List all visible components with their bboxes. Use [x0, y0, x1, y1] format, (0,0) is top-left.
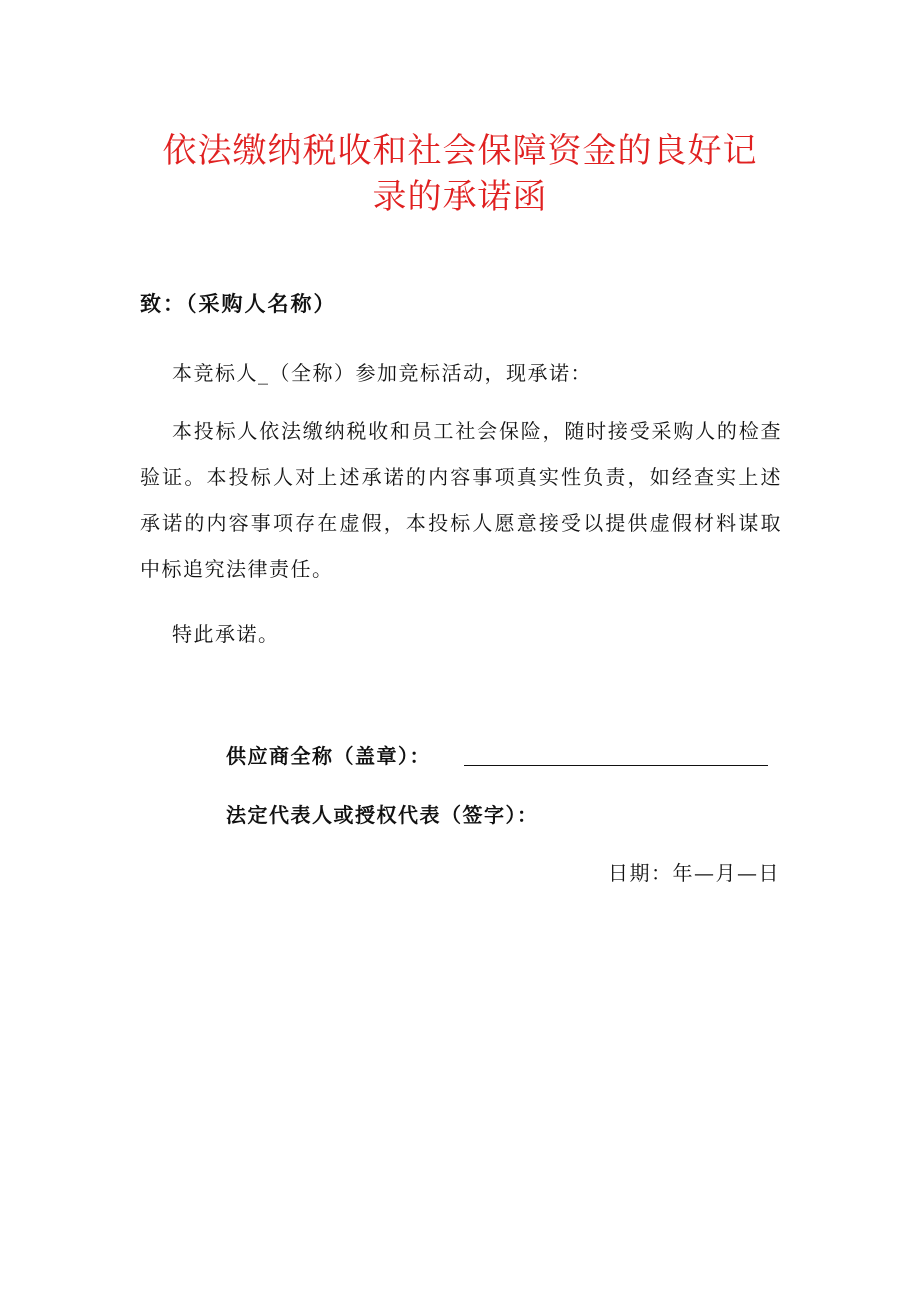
paragraph-intro: 本竞标人_（全称）参加竞标活动，现承诺： [172, 361, 592, 385]
document-title-line-2: 录的承诺函 [372, 177, 548, 217]
document-title-line-1: 依法缴纳税收和社会保障资金的良好记 [162, 131, 758, 171]
paragraph-commitment: 本投标人依法缴纳税收和员工社会保险，随时接受采购人的检查验证。本投标人对上述承诺的内容事项真实性负责，如经查实上述承诺的内容事项存在虚假，本投标人愿意接受以提供虚假材料谋取中标追究法律责任。 [140, 419, 782, 581]
supplier-name-label: 供应商全称（盖章）： [226, 744, 431, 768]
date-line: 日期：年—月—日 [608, 861, 780, 885]
addressee: 致：（采购人名称） [140, 291, 337, 316]
supplier-name-blank [464, 765, 768, 766]
representative-signature-label: 法定代表人或授权代表（签字）： [226, 803, 539, 827]
paragraph-closing: 特此承诺。 [172, 622, 280, 646]
